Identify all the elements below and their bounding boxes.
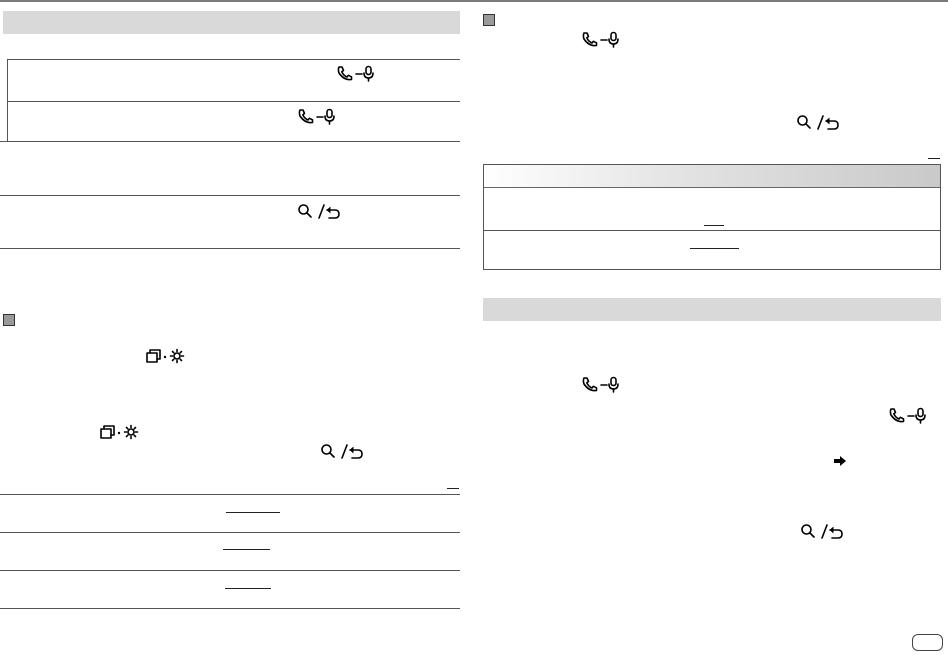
left-settings-table [0,494,460,609]
table-top-rule [7,59,460,60]
phone-mic-icon [336,65,382,82]
square-marker-icon [3,314,15,326]
square-marker-icon [483,14,495,26]
search-back-icon [320,443,364,460]
right-options-table [483,164,941,270]
table-top-rule [0,494,460,495]
table-right-rule [940,164,941,270]
arrow-right-icon [832,455,848,467]
page-number-tab [912,634,943,651]
underline-mark [928,158,940,159]
phone-mic-icon [581,31,627,48]
list-rule [0,248,460,249]
table-row-divider [0,570,460,571]
table-bottom-rule [0,608,460,609]
phone-mic-icon [581,376,627,393]
default-value-underline [704,225,724,226]
table-bottom-rule [483,269,941,270]
left-section-header-bar [3,11,460,34]
display-settings-icon [146,348,186,364]
phone-mic-icon [297,108,343,125]
display-settings-icon [100,424,140,440]
search-back-icon [800,523,844,540]
table-header [483,165,941,188]
search-back-icon [297,203,341,220]
left-steps-table [7,59,460,141]
search-back-icon [796,114,840,131]
list-rule [0,195,460,196]
default-value-underline [226,512,280,513]
list-rule [0,141,460,142]
table-row-divider [7,101,460,102]
table-left-rule [483,164,484,270]
top-rule [0,0,948,2]
default-value-underline [223,549,270,550]
underline-mark [447,488,459,489]
phone-mic-icon [888,407,934,424]
default-value-underline [225,588,271,589]
table-left-rule [7,59,8,141]
table-row-divider [0,532,460,533]
right-section-header-bar [483,298,941,321]
table-row-divider [483,230,941,231]
default-value-underline [690,248,739,249]
